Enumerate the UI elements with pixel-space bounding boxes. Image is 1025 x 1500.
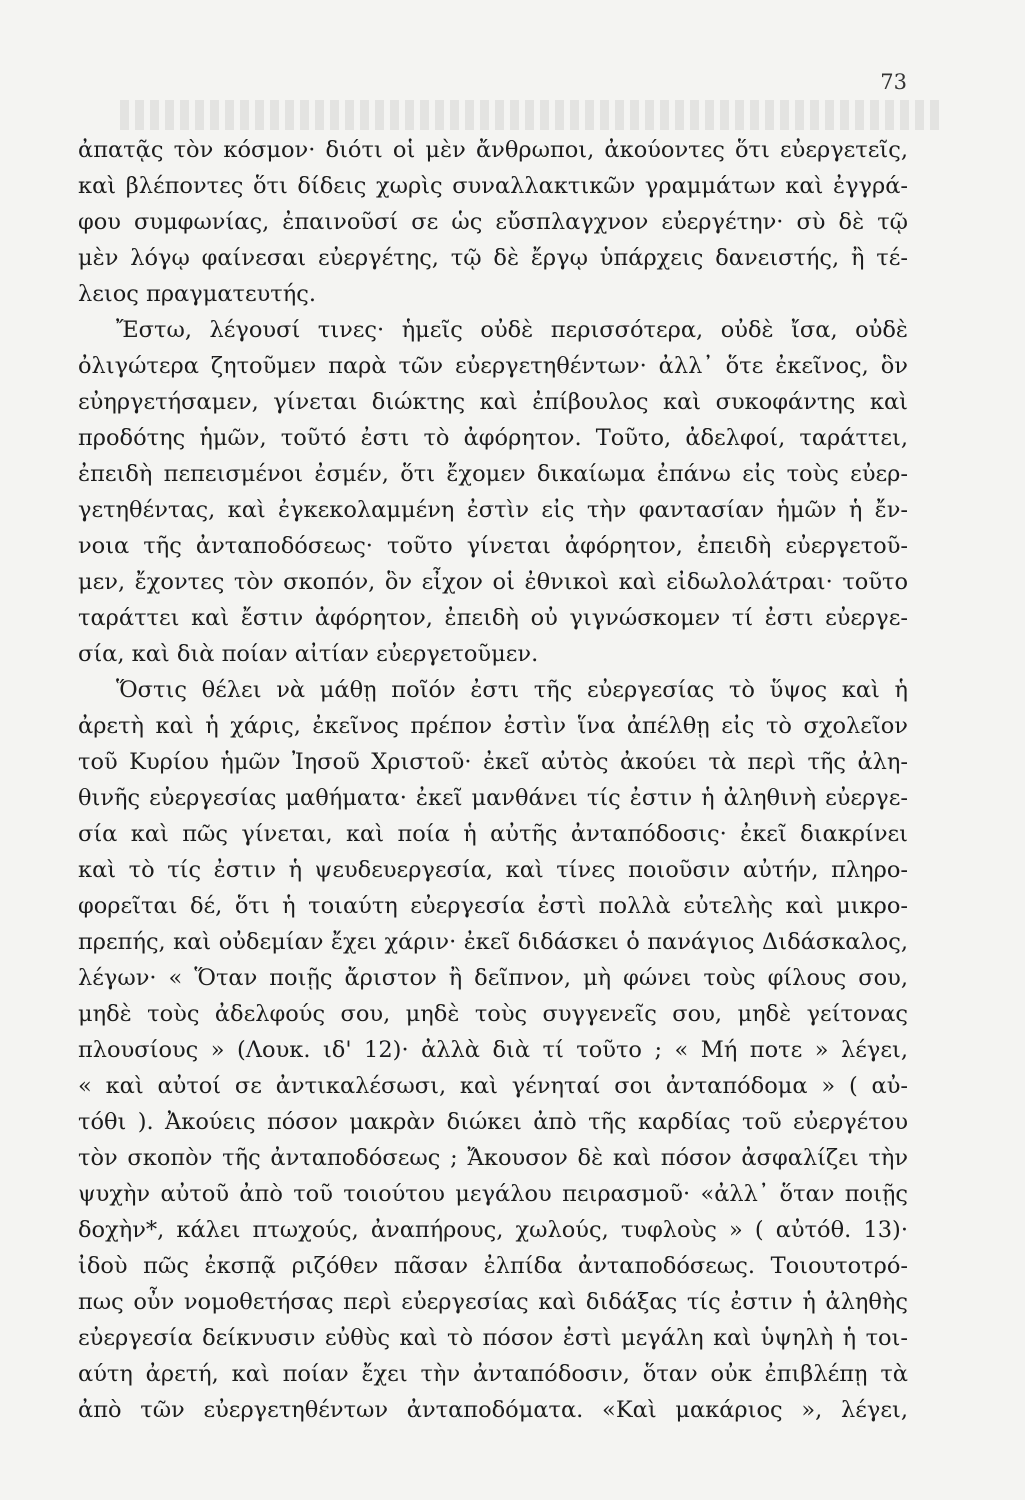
text-line: νοια τῆς ἀνταποδόσεως· τοῦτο γίνεται ἀφόρητον, ἐπειδὴ εὐεργετοῦ- (78, 533, 908, 559)
text-line: ἀρετὴ καὶ ἡ χάρις, ἐκεῖνος πρέπον ἐστὶν ἵνα ἀπέλθῃ εἰς τὸ σχολεῖον (78, 713, 908, 739)
text-line: τὸν σκοπὸν τῆς ἀνταποδόσεως ; Ἄκουσον δὲ καὶ πόσον ἀσφαλίζει τὴν (78, 1145, 908, 1171)
text-line: μὲν λόγῳ φαίνεσαι εὐεργέτης, τῷ δὲ ἔργῳ ὑπάρχεις δανειστής, ἢ τέ- (78, 245, 908, 271)
text-line: ψυχὴν αὐτοῦ ἀπὸ τοῦ τοιούτου μεγάλου πειρασμοῦ· «ἀλλ᾽ ὅταν ποιῇς (78, 1181, 908, 1207)
text-line: φορεῖται δέ, ὅτι ἡ τοιαύτη εὐεργεσία ἐστὶ πολλὰ εὐτελὴς καὶ μικρο- (78, 893, 908, 919)
text-line: « καὶ αὐτοί σε ἀντικαλέσωσι, καὶ γένηταί σοι ἀνταπόδομα » ( αὐ- (78, 1073, 908, 1099)
page-number: 73 (880, 70, 907, 94)
text-line: ἐπειδὴ πεπεισμένοι ἐσμέν, ὅτι ἔχομεν δικαίωμα ἐπάνω εἰς τοὺς εὐερ- (78, 461, 908, 487)
text-line: πλουσίους » (Λουκ. ιδ' 12)· ἀλλὰ διὰ τί τοῦτο ; « Μή ποτε » λέγει, (78, 1037, 908, 1063)
text-line: εὐεργεσία δείκνυσιν εὐθὺς καὶ τὸ πόσον ἐστὶ μεγάλη καὶ ὑψηλὴ ἡ τοι- (78, 1325, 908, 1351)
text-line: ὀλιγώτερα ζητοῦμεν παρὰ τῶν εὐεργετηθέντων· ἀλλ᾽ ὅτε ἐκεῖνος, ὃν (78, 353, 908, 379)
text-line: εὐηργετήσαμεν, γίνεται διώκτης καὶ ἐπίβουλος καὶ συκοφάντης καὶ (78, 389, 908, 415)
paragraph-start-line: Ὅστις θέλει νὰ μάθῃ ποῖόν ἐστι τῆς εὐεργεσίας τὸ ὕψος καὶ ἡ (116, 677, 908, 703)
text-line: ἰδοὺ πῶς ἐκσπᾷ ριζόθεν πᾶσαν ἐλπίδα ἀνταποδόσεως. Τοιουτοτρό- (78, 1253, 908, 1279)
text-line: σία, καὶ διὰ ποίαν αἰτίαν εὐεργετοῦμεν. (78, 641, 539, 667)
paragraph-start-line: Ἔστω, λέγουσί τινες· ἡμεῖς οὐδὲ περισσότερα, οὐδὲ ἴσα, οὐδὲ (116, 317, 908, 343)
bleed-through-text (120, 100, 940, 130)
body-text (78, 132, 908, 1428)
text-line: γετηθέντας, καὶ ἐγκεκολαμμένη ἐστὶν εἰς τὴν φαντασίαν ἡμῶν ἡ ἔν- (78, 497, 908, 523)
text-line: θινῆς εὐεργεσίας μαθήματα· ἐκεῖ μανθάνει τίς ἐστιν ἡ ἀληθινὴ εὐεργε- (78, 785, 908, 811)
text-line: ἀπὸ τῶν εὐεργετηθέντων ἀνταποδόματα. «Καὶ μακάριος », λέγει, (78, 1397, 908, 1423)
text-line: πως οὖν νομοθετήσας περὶ εὐεργεσίας καὶ διδάξας τίς ἐστιν ἡ ἀληθὴς (78, 1289, 908, 1315)
text-line: καὶ τὸ τίς ἐστιν ἡ ψευδευεργεσία, καὶ τίνες ποιοῦσιν αὐτήν, πληρο- (78, 857, 908, 883)
text-line: ταράττει καὶ ἔστιν ἀφόρητον, ἐπειδὴ οὐ γιγνώσκομεν τί ἐστι εὐεργε- (78, 605, 908, 631)
text-line: αύτη ἀρετή, καὶ ποίαν ἔχει τὴν ἀνταπόδοσιν, ὅταν οὐκ ἐπιβλέπῃ τὰ (78, 1361, 908, 1387)
text-line: μηδὲ τοὺς ἀδελφούς σου, μηδὲ τοὺς συγγενεῖς σου, μηδὲ γείτονας (78, 1001, 908, 1027)
text-line: πρεπής, καὶ οὐδεμίαν ἔχει χάριν· ἐκεῖ διδάσκει ὁ πανάγιος Διδάσκαλος, (78, 929, 908, 955)
text-line: φου συμφωνίας, ἐπαινοῦσί σε ὡς εὔσπλαγχνον εὐεργέτην· σὺ δὲ τῷ (78, 209, 908, 235)
text-line: καὶ βλέποντες ὅτι δίδεις χωρὶς συναλλακτικῶν γραμμάτων καὶ ἐγγρά- (78, 173, 908, 199)
text-line: λειος πραγματευτής. (78, 281, 316, 307)
text-line: τόθι ). Ἀκούεις πόσον μακρὰν διώκει ἀπὸ τῆς καρδίας τοῦ εὐεργέτου (78, 1109, 908, 1135)
text-line: λέγων· « Ὅταν ποιῇς ἄριστον ἢ δεῖπνον, μὴ φώνει τοὺς φίλους σου, (78, 965, 908, 991)
text-line: τοῦ Κυρίου ἡμῶν Ἰησοῦ Χριστοῦ· ἐκεῖ αὐτὸς ἀκούει τὰ περὶ τῆς ἀλη- (78, 749, 908, 775)
text-line: δοχὴν*, κάλει πτωχούς, ἀναπήρους, χωλούς, τυφλοὺς » ( αὐτόθ. 13)· (78, 1217, 908, 1243)
text-line: ἀπατᾷς τὸν κόσμον· διότι οἱ μὲν ἄνθρωποι, ἀκούοντες ὅτι εὐεργετεῖς, (78, 137, 908, 163)
text-line: προδότης ἡμῶν, τοῦτό ἐστι τὸ ἀφόρητον. Τοῦτο, ἀδελφοί, ταράττει, (78, 425, 908, 451)
text-line: σία καὶ πῶς γίνεται, καὶ ποία ἡ αὐτῆς ἀνταπόδοσις· ἐκεῖ διακρίνει (78, 821, 908, 847)
text-line: μεν, ἔχοντες τὸν σκοπόν, ὃν εἶχον οἱ ἐθνικοὶ καὶ εἰδωλολάτραι· τοῦτο (78, 569, 908, 595)
